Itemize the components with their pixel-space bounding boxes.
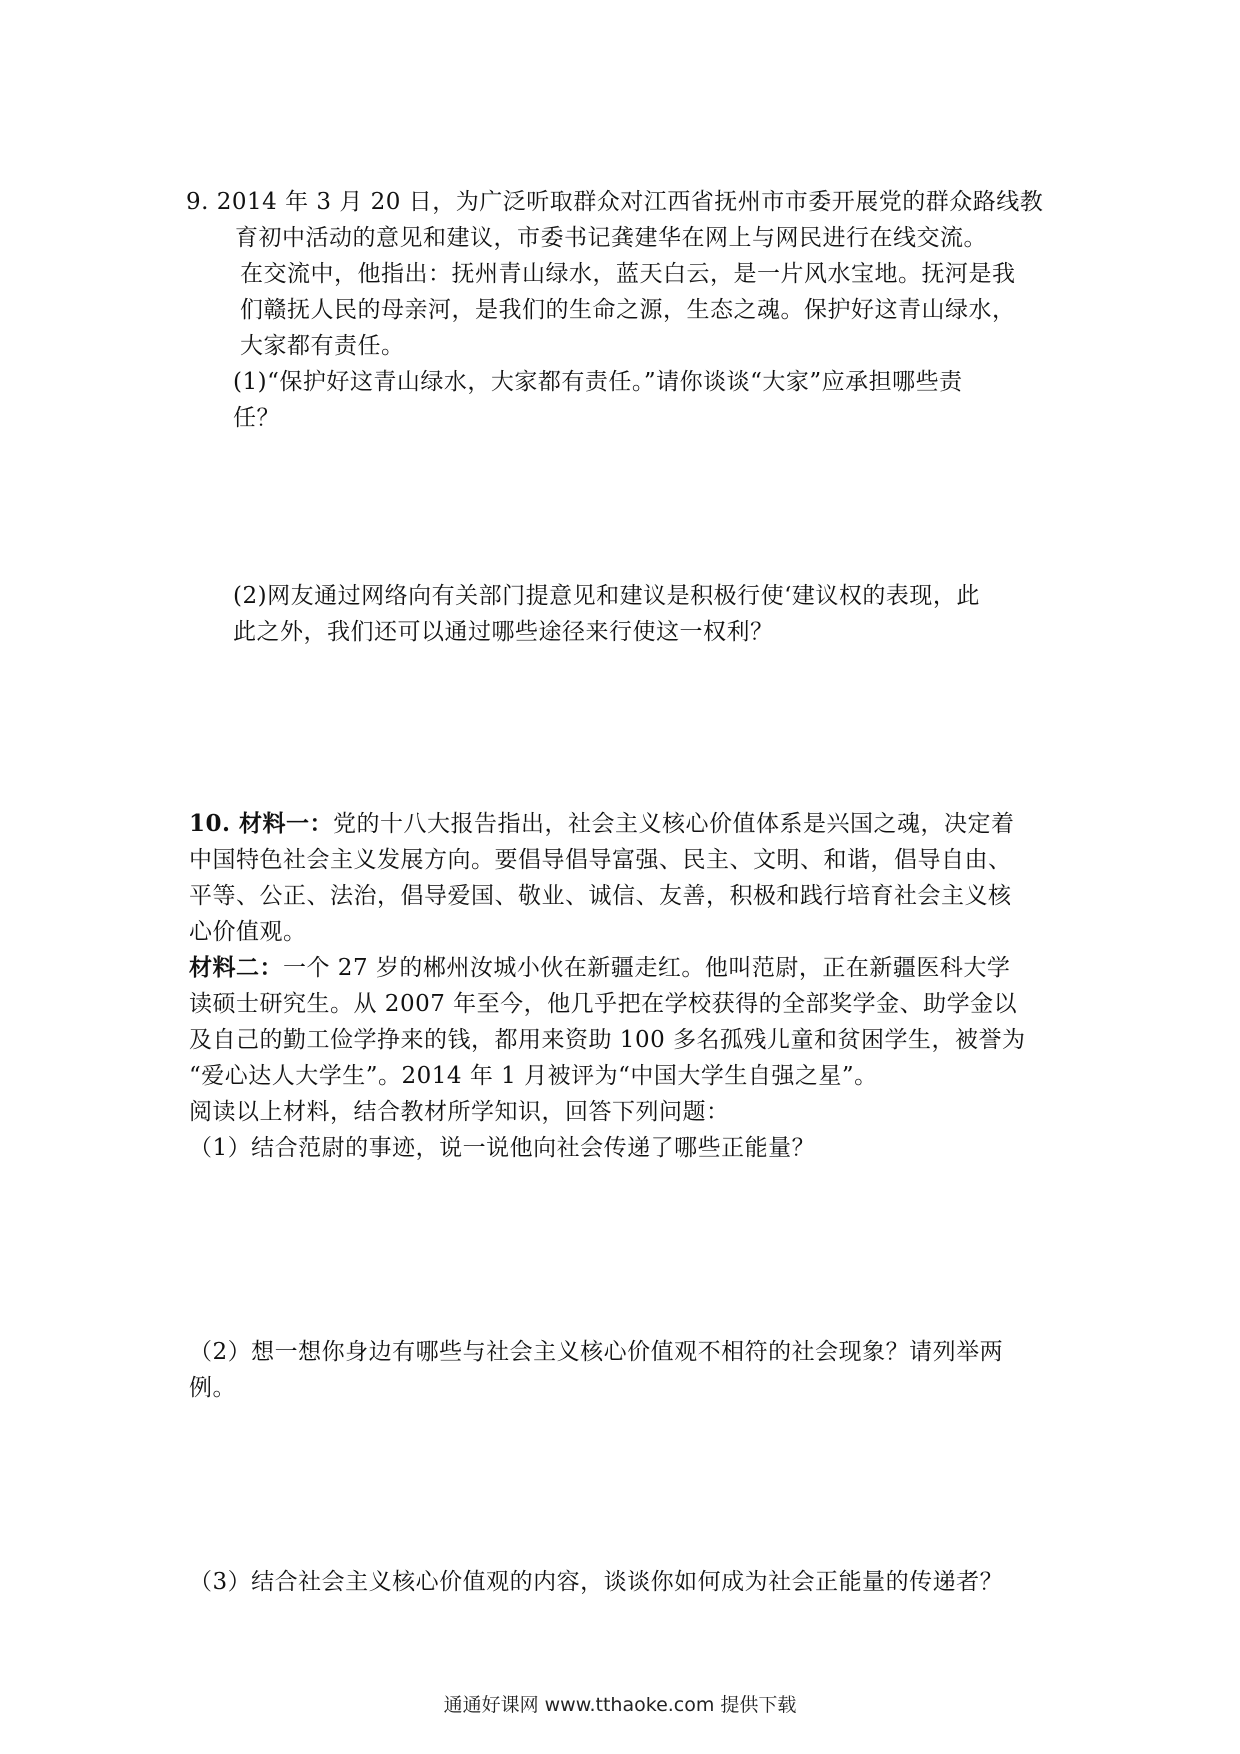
q10-subquestion-2: （2）想一想你身边有哪些与社会主义核心价值观不相符的社会现象？请列举两 xyxy=(189,1339,1004,1365)
q10-material-1-label: 10. 材料一： xyxy=(189,810,334,837)
q10-instruction: 阅读以上材料，结合教材所学知识，回答下列问题： xyxy=(189,1099,730,1125)
q10-material-1-line: 中国特色社会主义发展方向。要倡导倡导富强、民主、文明、和谐，倡导自由、 xyxy=(189,847,1012,873)
q10-material-2-line: 读硕士研究生。从 2007 年至今，他几乎把在学校获得的全部奖学金、助学金以 xyxy=(189,991,1018,1017)
q10-material-2-line xyxy=(189,952,1010,984)
q10-subquestion-1: （1）结合范尉的事迹，说一说他向社会传递了哪些正能量？ xyxy=(189,1135,816,1161)
q10-material-2-line: “爱心达人大学生”。2014 年 1 月被评为“中国大学生自强之星”。 xyxy=(189,1063,878,1089)
q10-subquestion-2: 例。 xyxy=(189,1375,236,1401)
q10-material-1-line: 心价值观。 xyxy=(189,919,307,945)
q10-material-1-line: 平等、公正、法治，倡导爱国、敬业、诚信、友善，积极和践行培育社会主义核 xyxy=(189,883,1012,909)
page-footer: 通通好课网 www.tthaoke.com 提供下载 xyxy=(443,1694,797,1716)
q10-material-2-line: 及自己的勤工俭学挣来的钱，都用来资助 100 多名孤残儿童和贫困学生，被誉为 xyxy=(189,1027,1026,1053)
q9-subquestion-1: (1)“保护好这青山绿水，大家都有责任。”请你谈谈“大家”应承担哪些责 xyxy=(233,369,963,395)
q9-subquestion-2: 此之外，我们还可以通过哪些途径来行使这一权利？ xyxy=(233,619,774,645)
q9-stem-line: 育初中活动的意见和建议，市委书记龚建华在网上与网民进行在线交流。 xyxy=(235,225,987,251)
q10-material-2-text: 一个 27 岁的郴州汝城小伙在新疆走红。他叫范尉，正在新疆医科大学 xyxy=(283,955,1011,981)
q9-stem-line: 大家都有责任。 xyxy=(240,333,405,359)
q10-material-1-line xyxy=(189,808,1015,840)
q10-material-1-text: 党的十八大报告指出，社会主义核心价值体系是兴国之魂，决定着 xyxy=(333,811,1015,837)
q10-subquestion-3: （3）结合社会主义核心价值观的内容，谈谈你如何成为社会正能量的传递者？ xyxy=(189,1569,1004,1595)
q9-stem-line: 在交流中，他指出：抚州青山绿水，蓝天白云，是一片风水宝地。抚河是我 xyxy=(240,261,1016,287)
q9-subquestion-1: 任？ xyxy=(233,405,280,431)
q9-stem-line: 们赣抚人民的母亲河，是我们的生命之源，生态之魂。保护好这青山绿水， xyxy=(240,297,1016,323)
q9-subquestion-2: (2)网友通过网络向有关部门提意见和建议是积极行使‘建议权的表现，此 xyxy=(233,583,980,609)
q10-material-2-label: 材料二： xyxy=(189,954,283,981)
q9-stem-line: 9. 2014 年 3 月 20 日，为广泛听取群众对江西省抚州市市委开展党的群众路线教 xyxy=(186,189,1044,215)
